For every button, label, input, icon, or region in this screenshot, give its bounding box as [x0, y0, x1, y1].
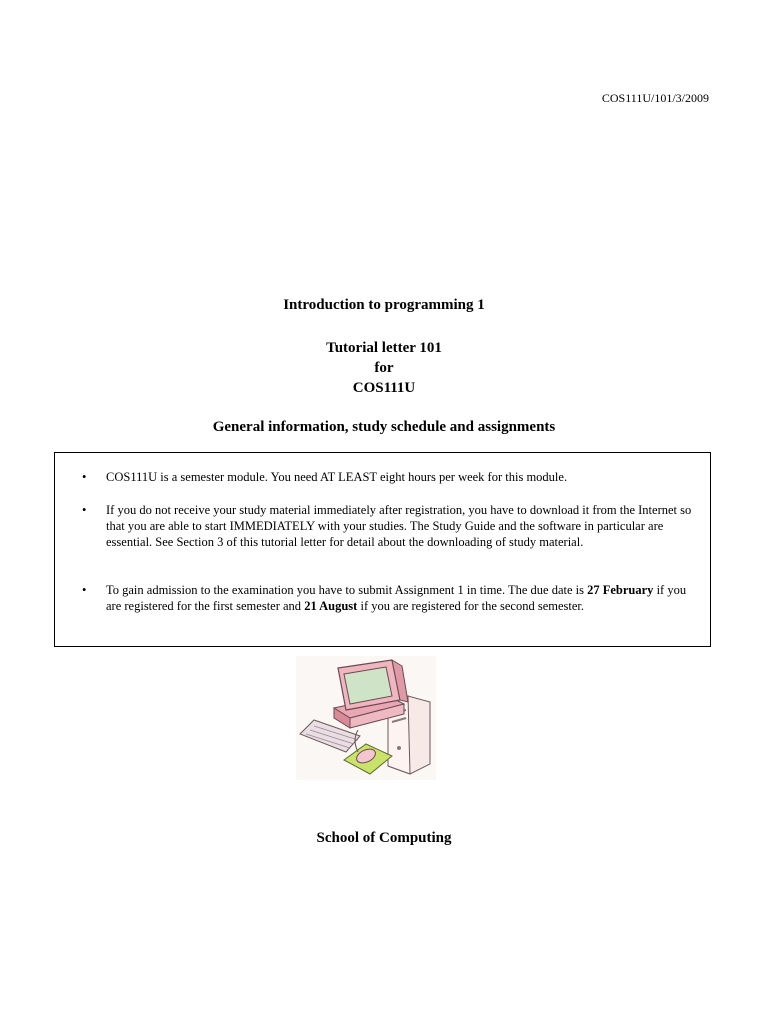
- notice-text-part: if you are registered for the first semester and: [106, 583, 687, 613]
- notice-item: [82, 469, 698, 485]
- document-reference: COS111U/101/3/2009: [601, 91, 709, 105]
- notice-text: COS111U is a semester module. You need AT LEAST eight hours per week for this module.: [106, 470, 568, 484]
- module-code: COS111U: [352, 380, 416, 396]
- notice-text-part: if you are registered for the second semester.: [357, 599, 584, 613]
- notice-text: If you do not receive your study material immediately after registration, you have to download it from the Internet so that you are able to start IMMEDIATELY with your studies. The Study Guide and the software in particular are essential. See Section 3 of this tutorial letter for detail about the downloading of study material.: [106, 503, 692, 549]
- bullet-icon: •: [82, 470, 87, 484]
- tutorial-letter-heading: [0, 338, 768, 398]
- notice-item: [82, 582, 698, 614]
- notice-box: [54, 452, 711, 647]
- notice-item: [82, 502, 698, 550]
- tutorial-letter-line: Tutorial letter 101: [326, 340, 442, 356]
- document-title: Introduction to programming 1: [283, 297, 485, 313]
- computer-illustration-icon: [296, 656, 436, 780]
- bullet-icon: •: [82, 583, 87, 597]
- school-name: School of Computing: [316, 830, 452, 846]
- notice-text: [106, 583, 686, 613]
- second-semester-due-date: 21 August: [304, 599, 358, 613]
- bullet-icon: •: [82, 503, 87, 517]
- notice-text-part: To gain admission to the examination you have to submit Assignment 1 in time. The due date is: [106, 583, 588, 597]
- document-subtitle: General information, study schedule and assignments: [212, 419, 556, 435]
- first-semester-due-date: 27 February: [587, 583, 654, 597]
- tutorial-letter-for: for: [374, 360, 394, 376]
